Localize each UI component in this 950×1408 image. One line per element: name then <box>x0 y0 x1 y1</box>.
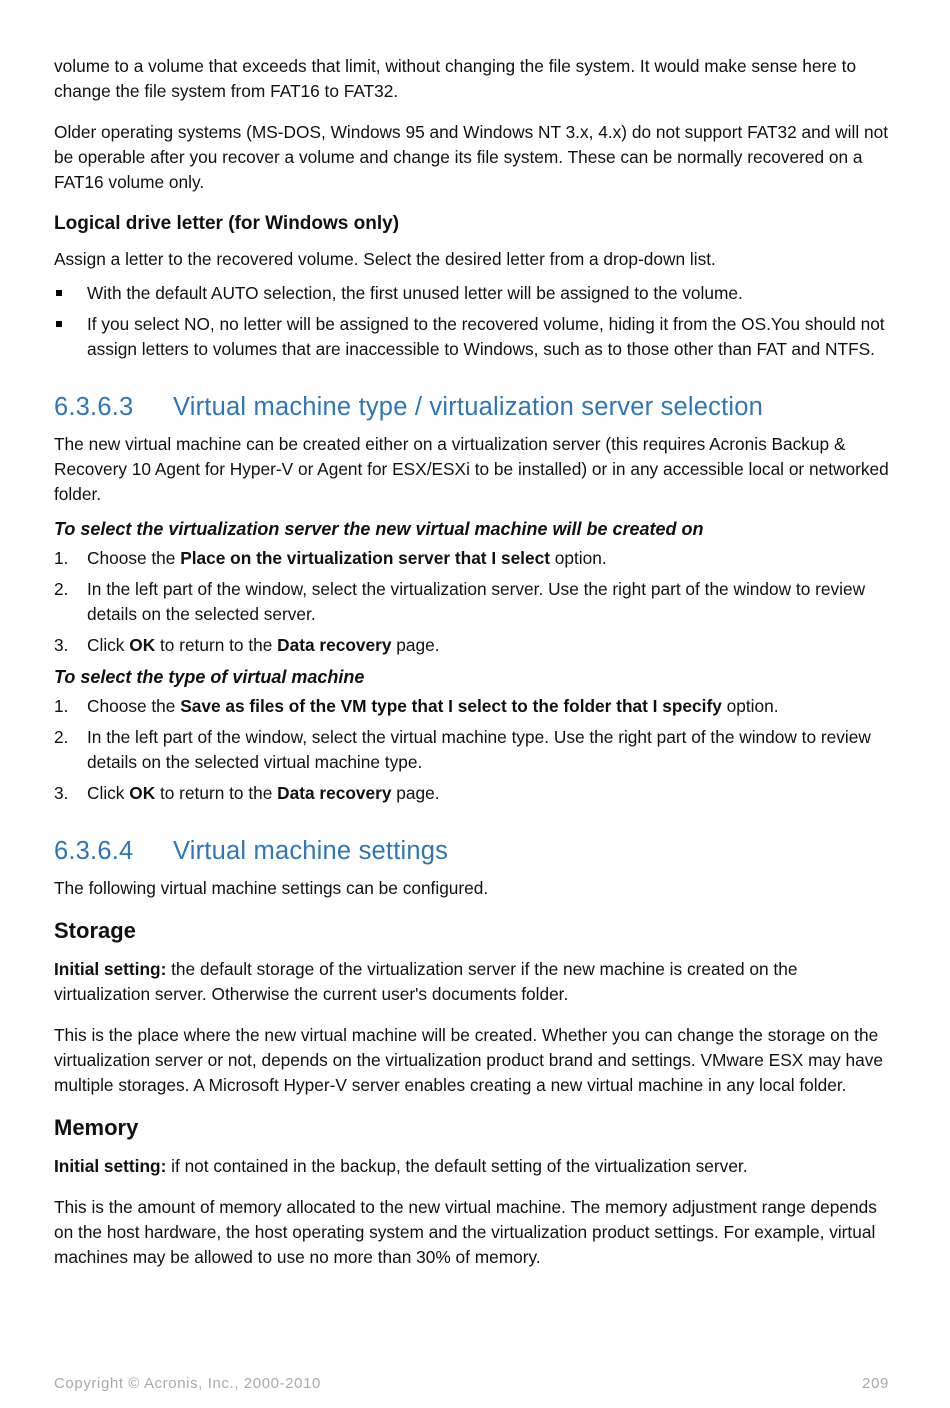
step-item: 2. In the left part of the window, select the virtual machine type. Use the right part of the window to review details on the selected virtual machine type. <box>54 727 871 772</box>
intro-paragraph-2: Older operating systems (MS-DOS, Windows 95 and Windows NT 3.x, 4.x) do not support FAT32 and will not be operable after you recover a volume and change its file system. These can be normally recovered on a FAT16 volume only. <box>54 122 889 192</box>
memory-heading: Memory <box>54 1115 139 1140</box>
page-number: 209 <box>862 1375 889 1392</box>
section-number: 6.3.6.3 <box>54 393 134 421</box>
page-footer <box>54 1375 889 1392</box>
bullet-square-icon <box>56 321 62 327</box>
memory-initial-setting: Initial setting: if not contained in the backup, the default setting of the virtualization server. <box>54 1156 748 1176</box>
procedure-steps <box>54 546 894 658</box>
procedure-heading: To select the virtualization server the new virtual machine will be created on <box>54 519 704 539</box>
step-item: 1. Choose the Save as files of the VM type that I select to the folder that I specify option. <box>54 696 779 716</box>
storage-initial-setting: Initial setting: the default storage of the virtualization server if the new machine is created on the virtualization server. Otherwise the current user's documents folder. <box>54 959 798 1004</box>
intro-paragraph-1: volume to a volume that exceeds that limit, without changing the file system. It would make sense here to change the file system from FAT16 to FAT32. <box>54 56 857 101</box>
section-6364-intro: The following virtual machine settings can be configured. <box>54 878 489 898</box>
section-number: 6.3.6.4 <box>54 837 134 865</box>
logical-drive-text: Assign a letter to the recovered volume. Select the desired letter from a drop-down list. <box>54 249 716 269</box>
step-item: 3. Click OK to return to the Data recovery page. <box>54 783 440 803</box>
memory-description: This is the amount of memory allocated to the new virtual machine. The memory adjustment range depends on the host hardware, the host operating system and the virtualization product settings. For example, virtual machines may be allowed to use no more than 30% of memory. <box>54 1197 877 1267</box>
copyright-text: Copyright © Acronis, Inc., 2000-2010 <box>54 1375 321 1392</box>
storage-description: This is the place where the new virtual machine will be created. Whether you can change the storage on the virtualization server or not, depends on the virtualization product brand and settings. VMware ESX may have multiple storages. A Microsoft Hyper-V server enables creating a new virtual machine in any local folder. <box>54 1025 883 1095</box>
section-title-text: Virtual machine type / virtualization server selection <box>173 393 764 421</box>
procedure-steps <box>54 694 894 806</box>
bullet-square-icon <box>56 290 62 296</box>
logical-drive-bullets <box>54 281 894 362</box>
logical-drive-heading: Logical drive letter (for Windows only) <box>54 213 400 234</box>
section-6363-title <box>54 390 894 424</box>
procedure-heading: To select the type of virtual machine <box>54 667 365 687</box>
section-6363-intro: The new virtual machine can be created either on a virtualization server (this requires Acronis Backup & Recovery 10 Agent for Hyper-V or Agent for ESX/ESXi to be installed) or in any accessible local or networked folder. <box>54 434 889 504</box>
bullet-item: If you select NO, no letter will be assigned to the recovered volume, hiding it from the OS.You should not assign letters to volumes that are inaccessible to Windows, such as to those other than FAT and NTFS. <box>54 312 894 362</box>
step-item: 2. In the left part of the window, select the virtualization server. Use the right part of the window to review details on the selected server. <box>54 579 866 624</box>
step-item: 3. Click OK to return to the Data recovery page. <box>54 635 440 655</box>
step-item: 1. Choose the Place on the virtualization server that I select option. <box>54 548 607 568</box>
section-6364-title <box>54 834 894 868</box>
bullet-item: With the default AUTO selection, the first unused letter will be assigned to the volume. <box>54 281 894 306</box>
storage-heading: Storage <box>54 918 136 943</box>
document-page <box>54 54 894 1270</box>
section-title-text: Virtual machine settings <box>173 837 449 865</box>
